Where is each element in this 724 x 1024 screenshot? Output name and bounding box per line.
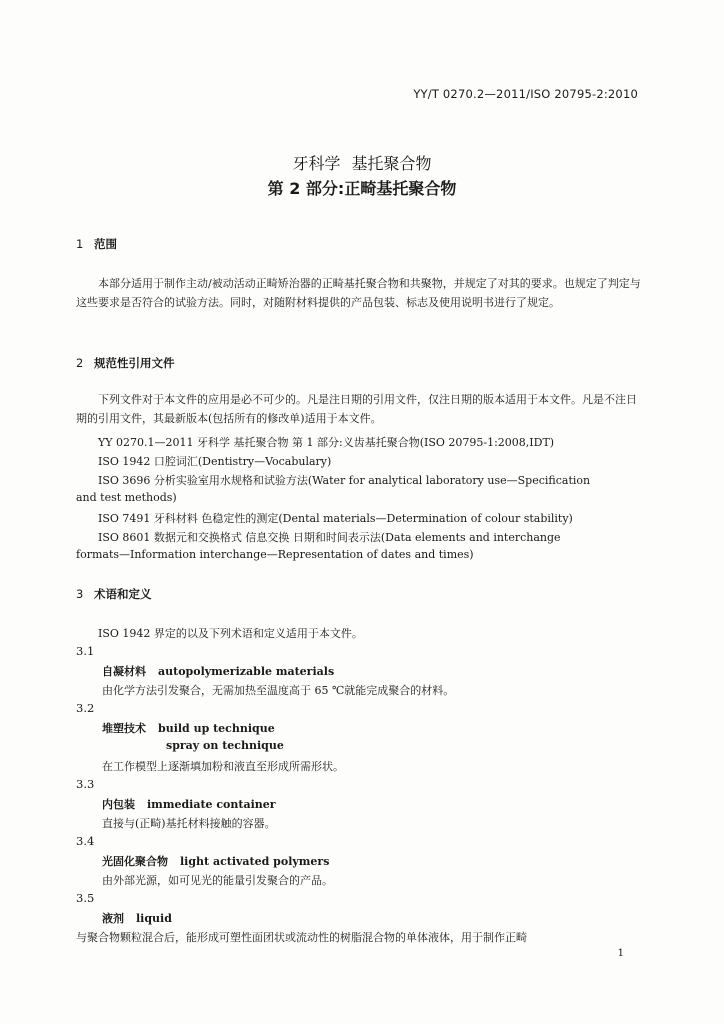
term-chinese: 自凝材料 bbox=[102, 665, 146, 678]
standard-code: YY/T 0270.2—2011/ISO 20795-2:2010 bbox=[413, 87, 638, 101]
term-chinese: 堆塑技术 bbox=[102, 722, 146, 735]
section-number: 1 bbox=[76, 237, 84, 251]
term-definition: 与聚合物颗粒混合后，能形成可塑性面团状或流动性的树脂混合物的单体液体，用于制作正畸 bbox=[76, 931, 527, 944]
term-number: 3.1 bbox=[76, 644, 95, 658]
term-title bbox=[102, 796, 276, 812]
document-subtitle: 第 2 部分:正畸基托聚合物 bbox=[267, 179, 457, 198]
section-heading-terms bbox=[76, 586, 152, 602]
section-heading-normative-refs bbox=[76, 355, 175, 371]
term-chinese: 内包装 bbox=[102, 798, 135, 811]
term-title bbox=[102, 853, 329, 869]
term-title bbox=[102, 720, 275, 736]
terms-intro: ISO 1942 界定的以及下列术语和定义适用于本文件。 bbox=[98, 627, 363, 640]
section-number: 2 bbox=[76, 356, 84, 370]
term-definition: 直接与(正畸)基托材料接触的容器。 bbox=[102, 817, 276, 830]
reference-item: ISO 3696 分析实验室用水规格和试验方法(Water for analytical laboratory use—Specification bbox=[98, 474, 591, 487]
term-synonym: spray on technique bbox=[166, 739, 284, 752]
reference-item-continued: formats—Information interchange—Representation of dates and times) bbox=[76, 548, 474, 561]
section-title: 规范性引用文件 bbox=[94, 356, 175, 370]
term-chinese: 光固化聚合物 bbox=[102, 855, 168, 868]
term-english: immediate container bbox=[147, 798, 276, 811]
term-title bbox=[102, 910, 172, 926]
term-chinese: 液剂 bbox=[102, 912, 124, 925]
term-number: 3.5 bbox=[76, 891, 95, 905]
reference-item: ISO 1942 口腔词汇(Dentistry—Vocabulary) bbox=[98, 455, 332, 468]
section-heading-scope bbox=[76, 236, 117, 252]
term-number: 3.4 bbox=[76, 834, 95, 848]
section-number: 3 bbox=[76, 587, 84, 601]
section-title: 范围 bbox=[94, 237, 117, 251]
term-definition: 由外部光源，如可见光的能量引发聚合的产品。 bbox=[102, 874, 333, 887]
page-number: 1 bbox=[617, 948, 624, 959]
reference-item: YY 0270.1—2011 牙科学 基托聚合物 第 1 部分:义齿基托聚合物(ISO 20795-1:2008,IDT) bbox=[98, 436, 555, 449]
reference-item-continued: and test methods) bbox=[76, 491, 177, 504]
term-english: build up technique bbox=[158, 722, 275, 735]
term-english: autopolymerizable materials bbox=[158, 665, 335, 678]
term-number: 3.2 bbox=[76, 701, 95, 715]
term-english: light activated polymers bbox=[180, 855, 330, 868]
term-definition: 在工作模型上逐渐填加粉和液直至形成所需形状。 bbox=[102, 760, 344, 773]
scope-paragraph: 本部分适用于制作主动/被动活动正畸矫治器的正畸基托聚合物和共聚物，并规定了对其的要求。也规定了判定与这些要求是否符合的试验方法。同时，对随附材料提供的产品包装、标志及使用说明书进行了规定。 bbox=[76, 277, 641, 309]
reference-item: ISO 7491 牙科材料 色稳定性的测定(Dental materials—Determination of colour stability) bbox=[98, 512, 573, 525]
term-number: 3.3 bbox=[76, 777, 95, 791]
term-definition: 由化学方法引发聚合，无需加热至温度高于 65 ℃就能完成聚合的材料。 bbox=[102, 684, 455, 697]
document-title: 牙科学 基托聚合物 bbox=[292, 154, 432, 173]
section-title: 术语和定义 bbox=[94, 587, 152, 601]
normative-refs-paragraph: 下列文件对于本文件的应用是必不可少的。凡是注日期的引用文件，仅注日期的版本适用于本文件。凡是不注日期的引用文件，其最新版本(包括所有的修改单)适用于本文件。 bbox=[76, 393, 637, 425]
term-english: liquid bbox=[136, 912, 172, 925]
term-title bbox=[102, 663, 334, 679]
reference-item: ISO 8601 数据元和交换格式 信息交换 日期和时间表示法(Data elements and interchange bbox=[98, 531, 561, 544]
